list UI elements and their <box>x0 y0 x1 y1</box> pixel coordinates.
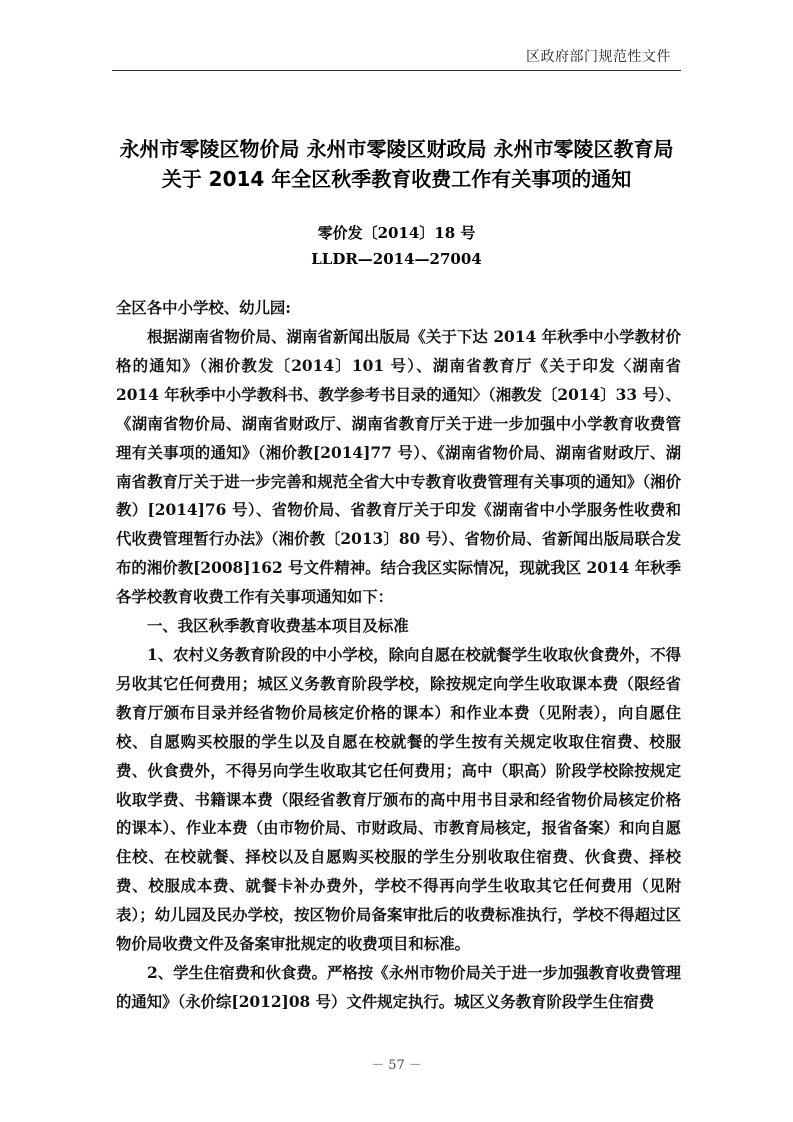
document-body <box>116 323 681 1017</box>
salutation-text: 全区各中小学校、幼儿园: <box>116 299 291 317</box>
paragraph-item-2: 2、学生住宿费和伙食费。严格按《永州市物价局关于进一步加强教育收费管理的通知》（永价综[2012]08 号）文件规定执行。城区义务教育阶段学生住宿费 <box>116 963 681 1011</box>
document-title-line-1: 永州市零陵区物价局 永州市零陵区财政局 永州市零陵区教育局 <box>119 137 674 161</box>
running-header: 区政府部门规范性文件 <box>526 49 671 65</box>
registration-code: LLDR—2014—27004 <box>311 250 482 268</box>
header-rule <box>112 70 681 71</box>
page-number: － 57 － <box>371 1058 422 1073</box>
salutation <box>116 294 681 323</box>
paragraph-basis: 根据湖南省物价局、湖南省新闻出版局《关于下达 2014 年秋季中小学教材价格的通知》（湘价教发〔2014〕101 号）、湖南省教育厅《关于印发〈湖南省 2014 年秋季中小学教科书、教学参考书目录的通知〉（湘教发〔2014〕33 号）、《湖南省物价局、湖南省财政厅、湖南省教育厅关于进一步加强中小学教育收费管理有关事项的通知》（湘价教[2014]77 号）、《湖南省物价局、湖南省财政厅、湖南省教育厅关于进一步完善和规范全省大中专教育收费管理有关事项的通知》（湘价教）[2014]76 号）、省物价局、省教育厅关于印发《湖南省中小学服务性收费和代收费管理暂行办法》（湘价教〔2013〕80 号）、省物价局、省新闻出版局联合发布的湘价教[2008]162 号文件精神。结合我区实际情况，现就我区 2014 年秋季各学校教育收费工作有关事项通知如下： <box>116 328 681 607</box>
section-heading-1: 一、我区秋季教育收费基本项目及标准 <box>147 617 409 636</box>
document-number: 零价发〔2014〕18 号 <box>317 224 476 242</box>
document-title-line-2: 关于 2014 年全区秋季教育收费工作有关事项的通知 <box>161 167 632 191</box>
paragraph-item-1: 1、农村义务教育阶段的中小学校，除向自愿在校就餐学生收取伙食费外，不得另收其它任何费用；城区义务教育阶段学校，除按规定向学生收取课本费（限经省教育厅颁布目录并经省物价局核定价格的课本）和作业本费（见附表），向自愿住校、自愿购买校服的学生以及自愿在校就餐的学生按有关规定收取住宿费、校服费、伙食费外，不得另向学生收取其它任何费用；高中（职高）阶段学校除按规定收取学费、书籍课本费（限经省教育厅颁布的高中用书目录和经省物价局核定价格的课本）、作业本费（由市物价局、市财政局、市教育局核定，报省备案）和向自愿住校、在校就餐、择校以及自愿购买校服的学生分别收取住宿费、伙食费、择校费、校服成本费、就餐卡补办费外，学校不得再向学生收取其它任何费用（见附表）；幼儿园及民办学校，按区物价局备案审批后的收费标准执行，学校不得超过区物价局收费文件及备案审批规定的收费项目和标准。 <box>116 645 681 954</box>
